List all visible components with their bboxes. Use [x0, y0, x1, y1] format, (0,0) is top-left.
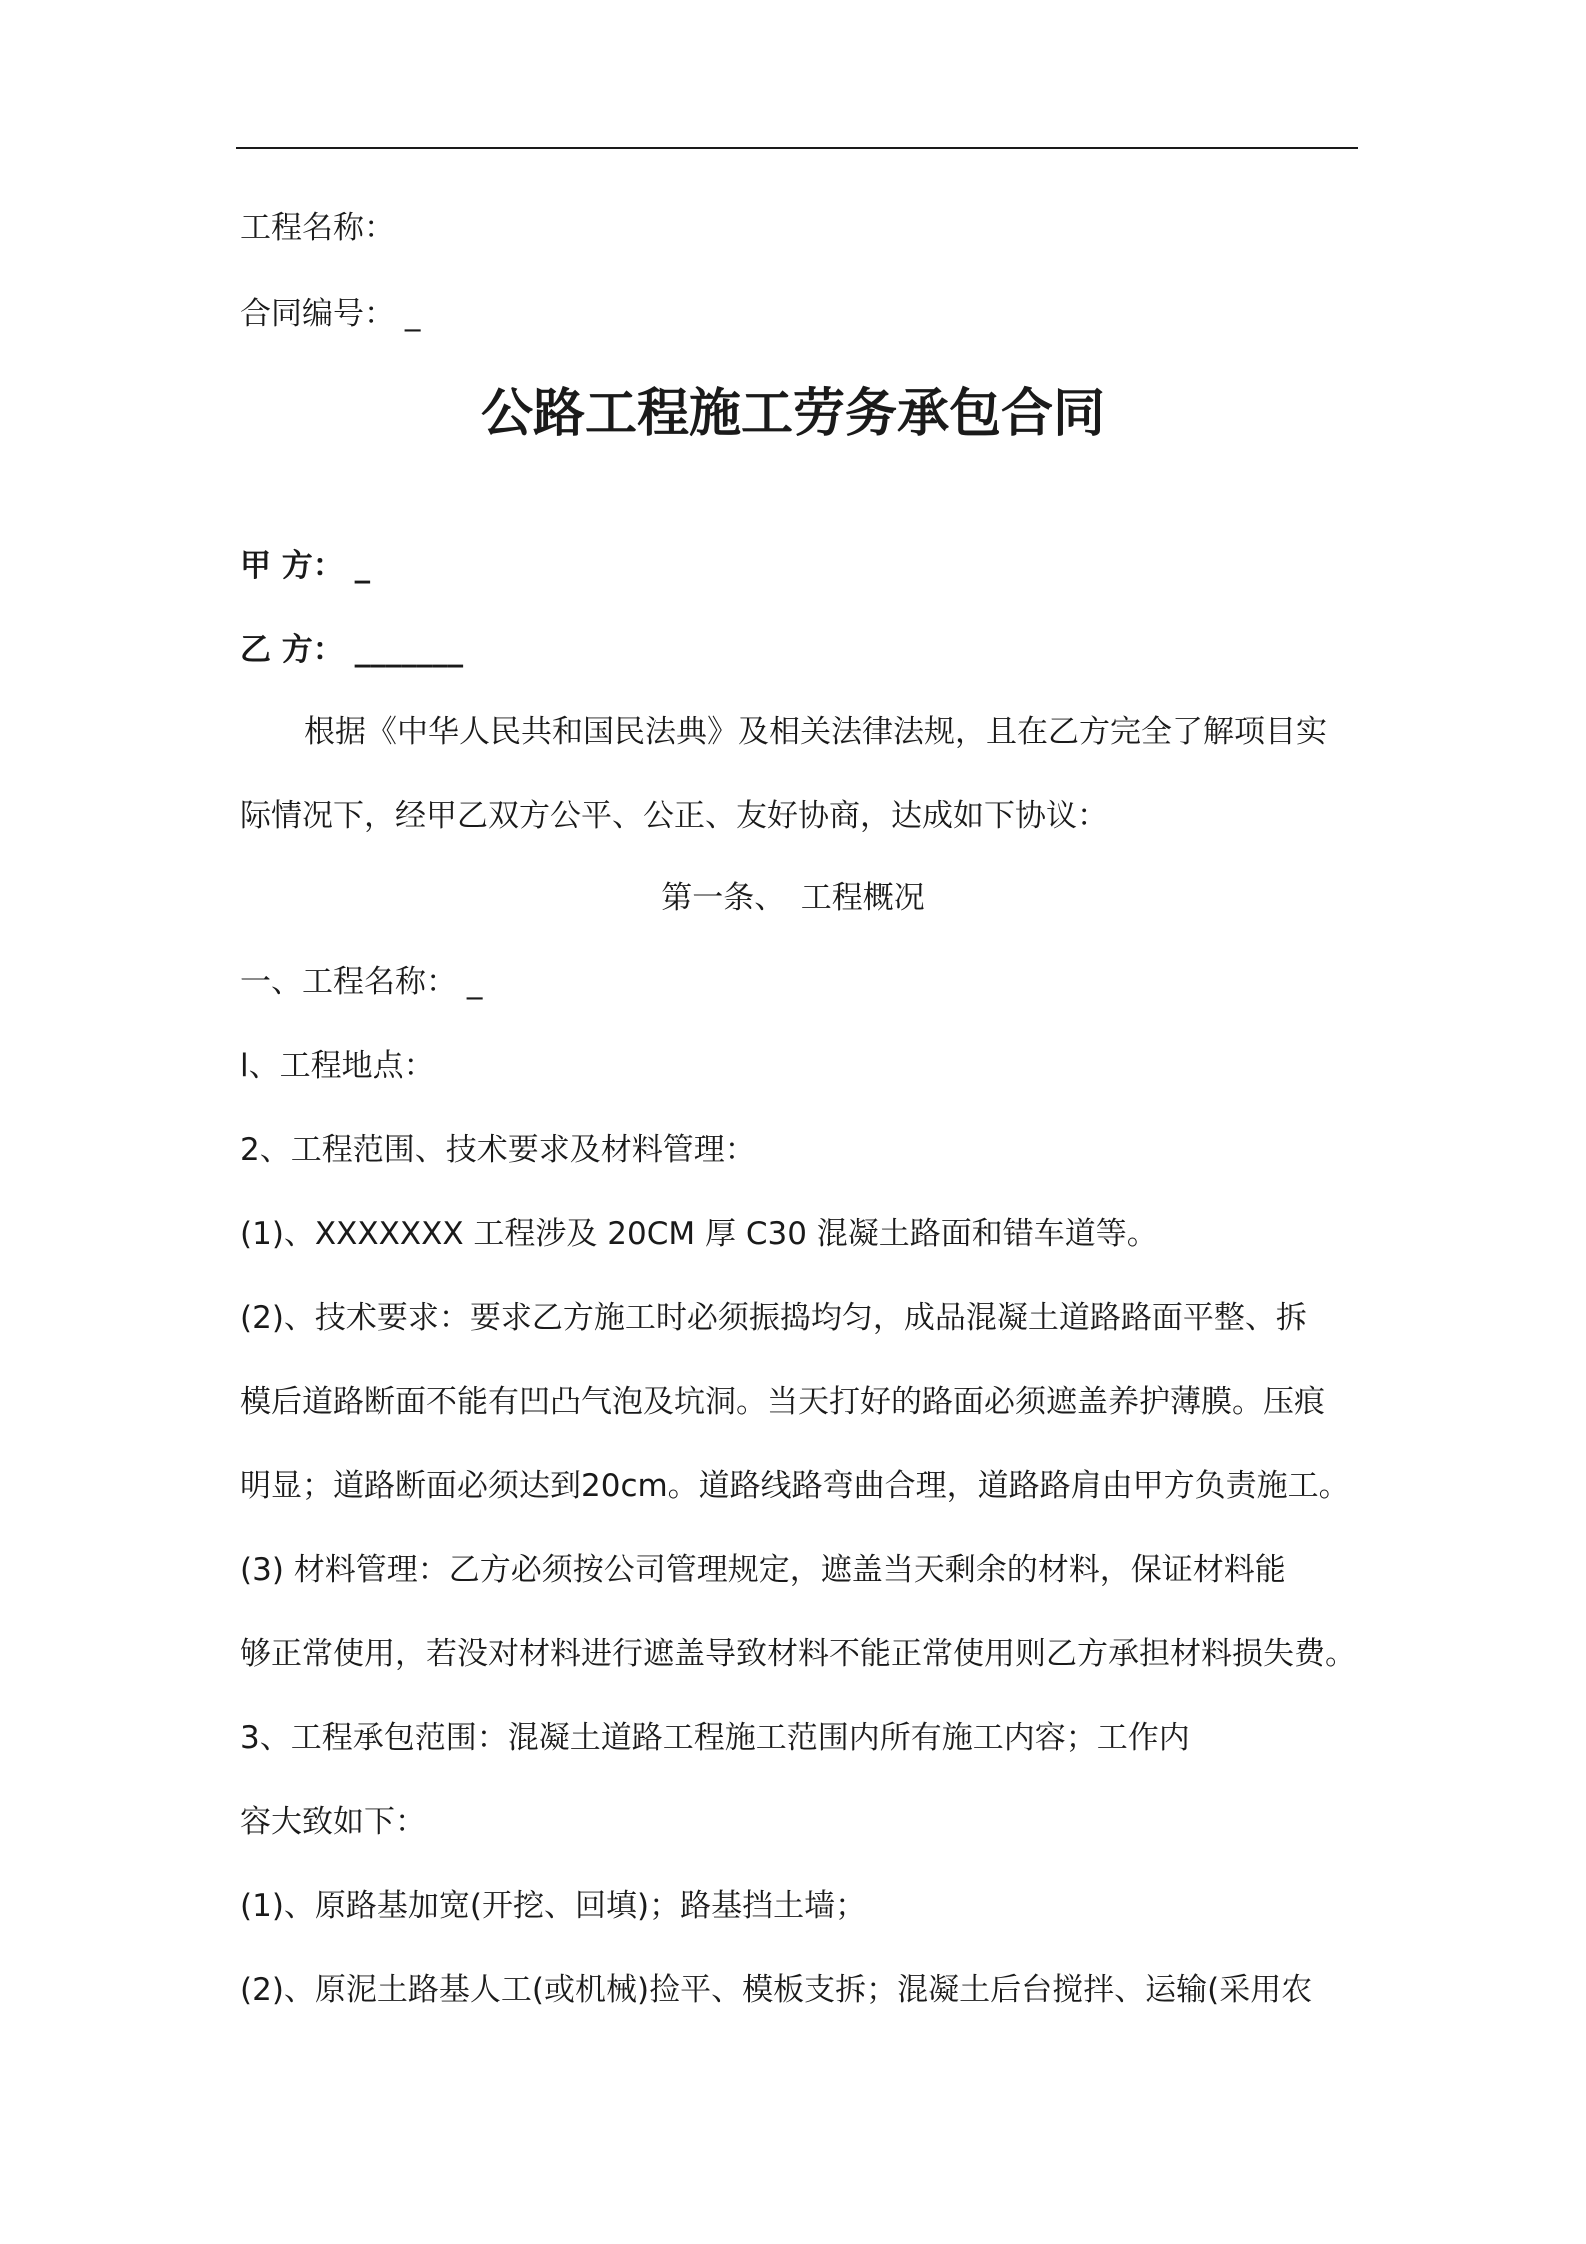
intro-line-1: 根据《中华人民共和国民法典》及相关法律法规，且在乙方完全了解项目实 [304, 714, 1327, 750]
party-b-line: 乙 方： _______ [240, 632, 464, 668]
body-line: (2)、技术要求：要求乙方施工时必须振捣均匀，成品混凝土道路路面平整、拆 [240, 1300, 1307, 1336]
body-line: (1)、XXXXXXX 工程涉及 20CM 厚 C30 混凝土路面和错车道等。 [240, 1216, 1158, 1252]
article-1-heading: 第一条、 工程概况 [661, 880, 925, 916]
body-line: 3、工程承包范围：混凝土道路工程施工范围内所有施工内容；工作内 [240, 1720, 1190, 1756]
body-line: 2、工程范围、技术要求及材料管理： [240, 1132, 756, 1168]
body-line: 明显；道路断面必须达到20cm。道路线路弯曲合理，道路路肩由甲方负责施工。 [240, 1468, 1350, 1504]
body-line: 够正常使用，若没对材料进行遮盖导致材料不能正常使用则乙方承担材料损失费。 [240, 1636, 1356, 1672]
body-line: (1)、原路基加宽(开挖、回填)；路基挡土墙； [240, 1888, 867, 1924]
header-rule [236, 147, 1358, 149]
body-line: (2)、原泥土路基人工(或机械)捡平、模板支拆；混凝土后台搅拌、运输(采用农 [240, 1972, 1313, 2008]
body-line: (3) 材料管理：乙方必须按公司管理规定，遮盖当天剩余的材料，保证材料能 [240, 1552, 1286, 1588]
body-line: 模后道路断面不能有凹凸气泡及坑洞。当天打好的路面必须遮盖养护薄膜。压痕 [240, 1384, 1325, 1420]
contract-number-label: 合同编号： _ [240, 296, 421, 332]
party-a-line: 甲 方： _ [240, 548, 371, 584]
body-line: l、工程地点： [240, 1048, 435, 1084]
body-line: 一、工程名称： _ [240, 964, 483, 1000]
body-line: 容大致如下： [240, 1804, 426, 1840]
project-name-label: 工程名称： [240, 210, 395, 246]
document-title: 公路工程施工劳务承包合同 [480, 384, 1105, 444]
intro-line-2: 际情况下，经甲乙双方公平、公正、友好协商，达成如下协议： [240, 798, 1108, 834]
